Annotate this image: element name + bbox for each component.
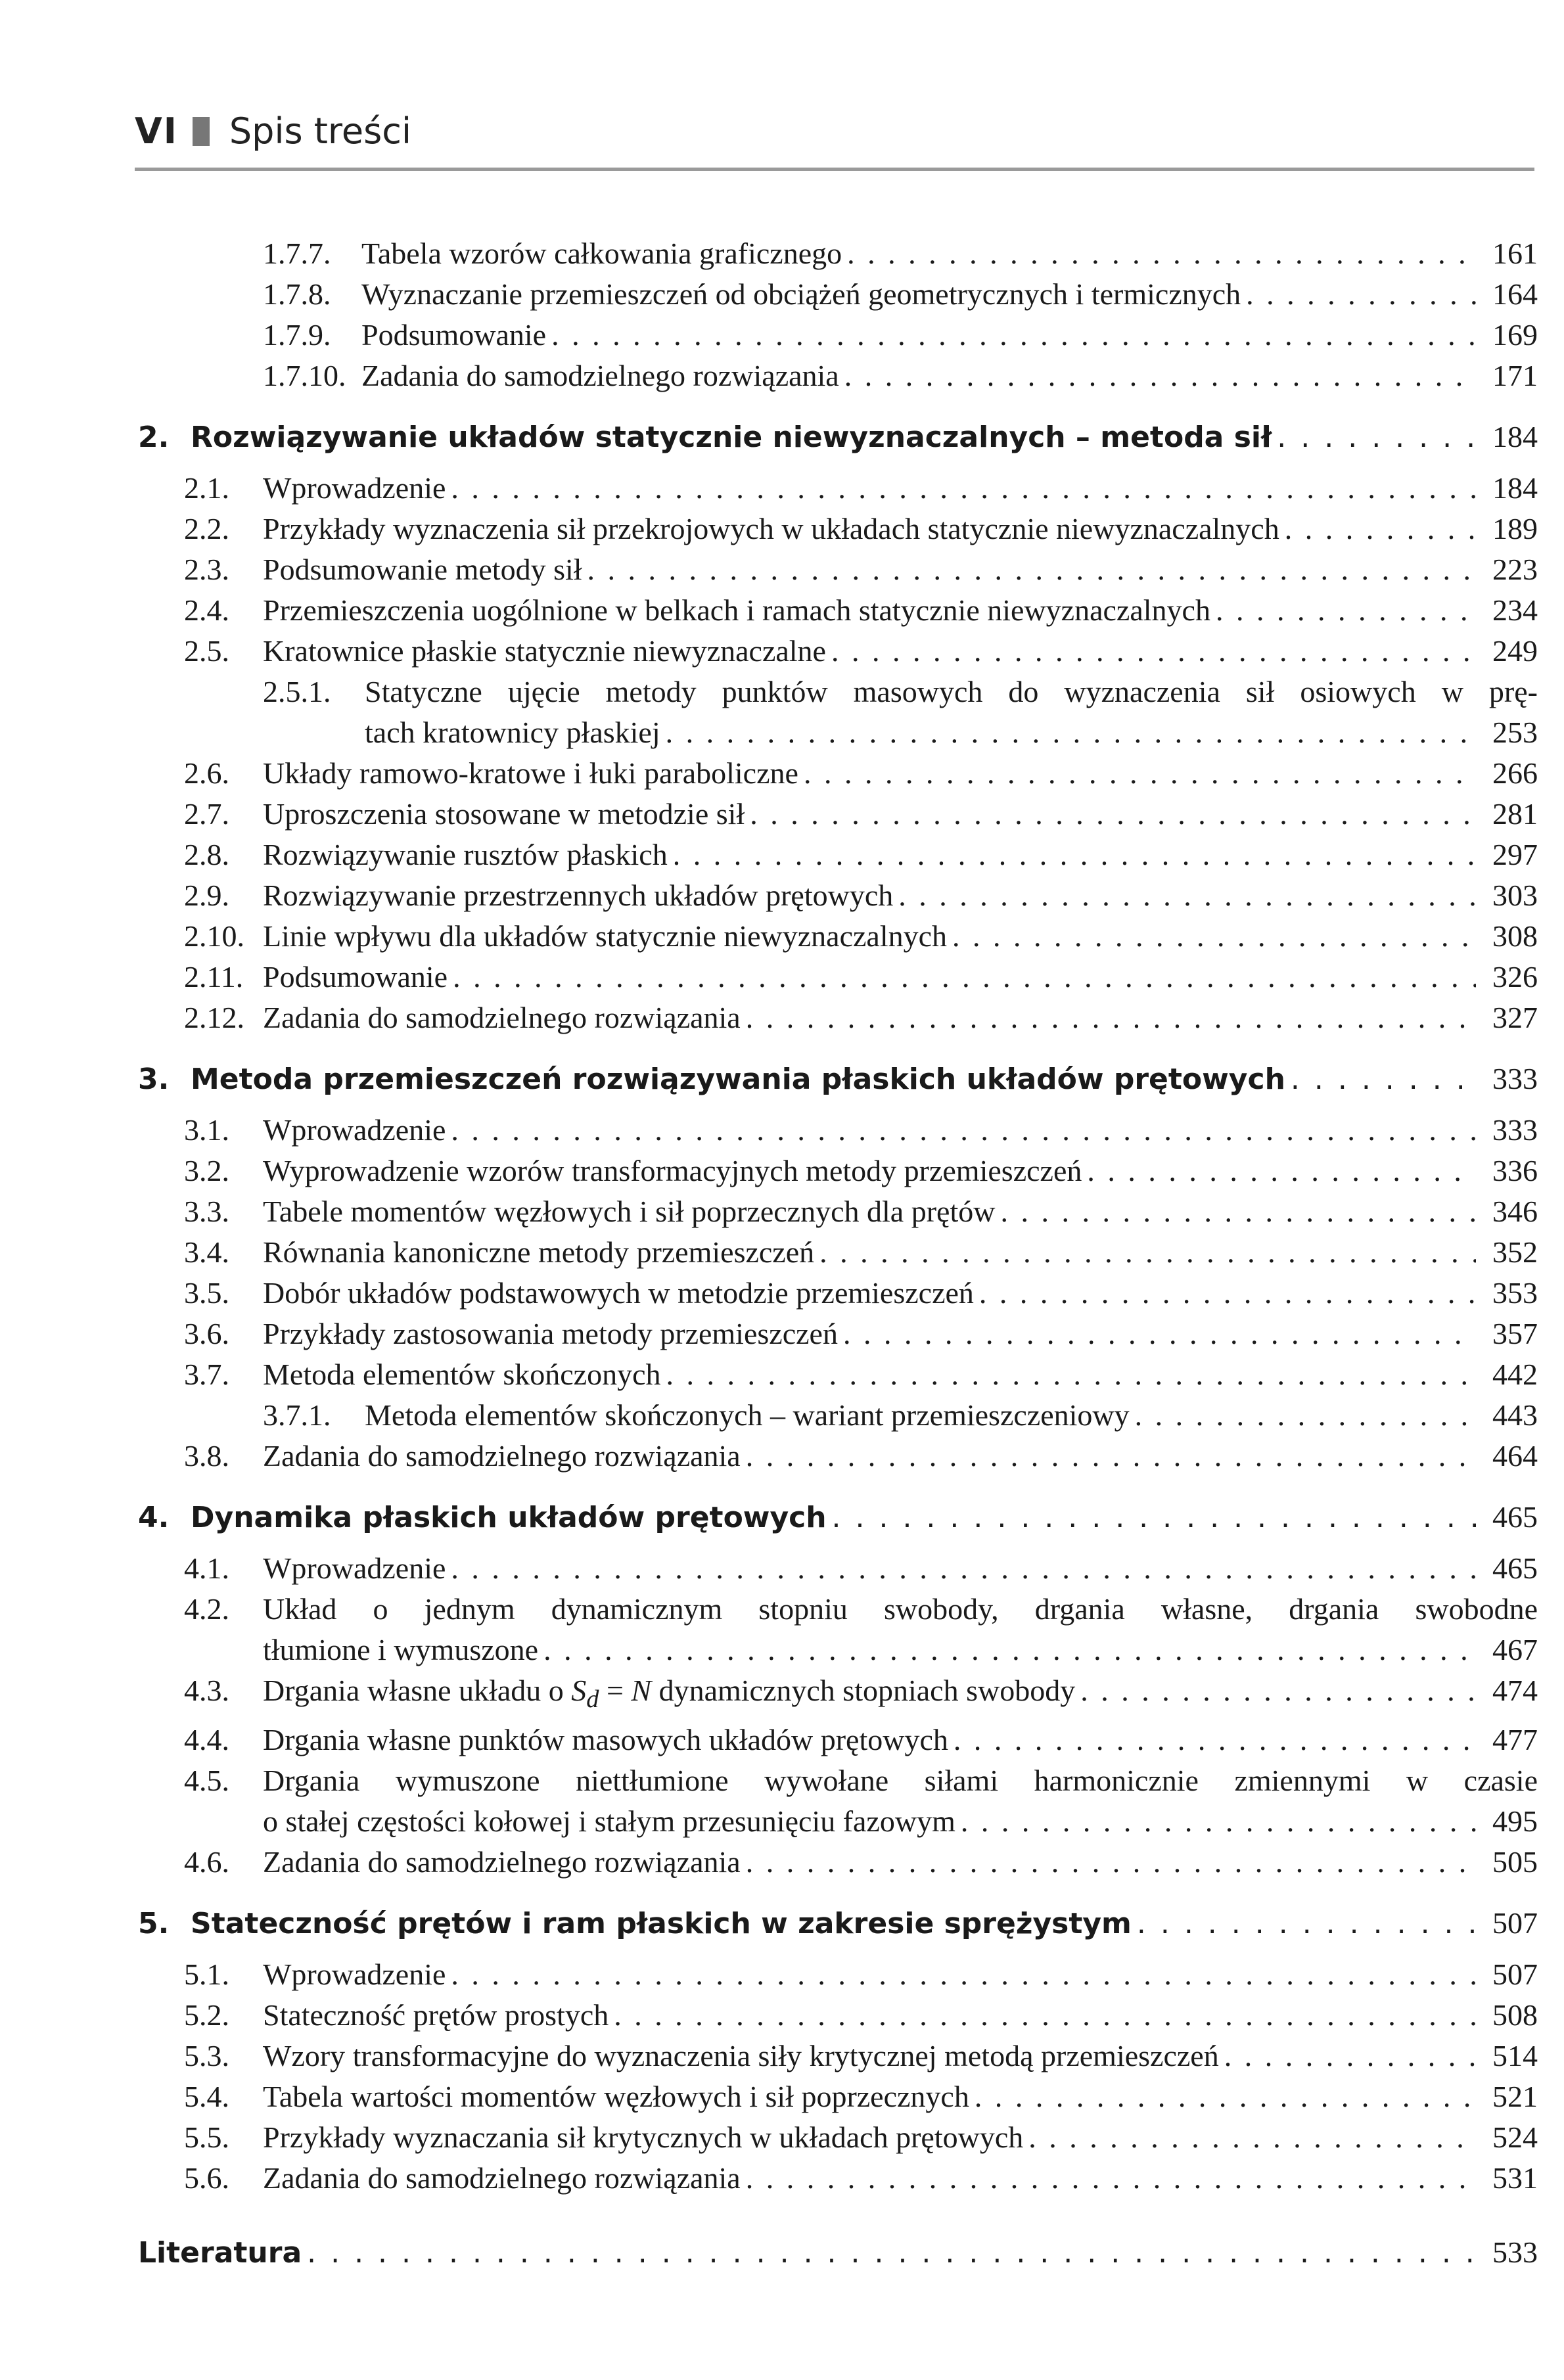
entry-page: 495 (1492, 1804, 1538, 1839)
entry-title: Przykłady wyznaczania sił krytycznych w układach prętowych (263, 2120, 1024, 2155)
entry-title-line2: o stałej częstości kołowej i stałym przesunięciu fazowym (263, 1804, 955, 1839)
toc-entry[interactable] (138, 274, 1538, 315)
dot-leader (666, 1354, 1476, 1395)
entry-number: 2.2. (184, 512, 229, 545)
entry-number: 2.1. (184, 471, 229, 505)
entry-page: 507 (1492, 1957, 1538, 1992)
entry-number: 1.7.10. (263, 359, 346, 392)
dot-leader (1277, 414, 1476, 461)
entry-title: Linie wpływu dla układów statycznie niewyznaczalnych (263, 919, 948, 953)
dot-leader (843, 1314, 1476, 1354)
literature-title: Literatura (138, 2236, 302, 2270)
dot-leader (666, 712, 1476, 753)
entry-page: 521 (1492, 2080, 1538, 2114)
entry-number: 5.3. (184, 2039, 229, 2073)
toc-entry[interactable] (138, 1954, 1538, 1995)
dot-leader (804, 753, 1476, 794)
entry-number: 1.7.9. (263, 318, 331, 352)
toc-entry[interactable] (138, 1548, 1538, 1589)
entry-page: 443 (1492, 1398, 1538, 1432)
dot-leader (1137, 1900, 1476, 1948)
chapter-2-heading[interactable] (138, 413, 1538, 461)
entry-page: 297 (1492, 838, 1538, 871)
entry-title: Dobór układów podstawowych w metodzie przemieszczeń (263, 1276, 974, 1310)
entry-number: 2.12. (184, 1001, 244, 1034)
entry-page: 223 (1492, 553, 1538, 586)
entry-page: 467 (1492, 1633, 1538, 1666)
dot-leader (451, 1548, 1476, 1589)
entry-title: Zadania do samodzielnego rozwiązania (263, 1001, 741, 1034)
dot-leader (954, 1720, 1476, 1760)
toc-entry[interactable] (138, 1995, 1538, 2036)
chapter-title: Stateczność prętów i ram płaskich w zakresie sprężystym (191, 1907, 1132, 1941)
toc-entry[interactable] (138, 1314, 1538, 1354)
entry-page: 531 (1492, 2161, 1538, 2195)
entry-number: 1.7.7. (263, 237, 331, 270)
entry-title: Układy ramowo-kratowe i łuki paraboliczne (263, 756, 798, 790)
literature-heading[interactable] (138, 2229, 1538, 2277)
toc-entry[interactable] (138, 835, 1538, 875)
toc-entry[interactable] (138, 590, 1538, 631)
entry-number: 3.4. (184, 1235, 229, 1269)
dot-leader (1291, 1056, 1476, 1103)
dot-leader (750, 794, 1476, 835)
entry-page: 464 (1492, 1439, 1538, 1473)
toc-entry[interactable] (138, 355, 1538, 396)
entry-page: 308 (1492, 919, 1538, 953)
toc-entry[interactable] (138, 2036, 1538, 2076)
dot-leader (746, 1436, 1476, 1476)
entry-page: 477 (1492, 1723, 1538, 1757)
entry-page: 281 (1492, 797, 1538, 831)
chapter-title: Dynamika płaskich układów prętowych (191, 1501, 827, 1534)
entry-page: 352 (1492, 1235, 1538, 1269)
toc-entry[interactable] (138, 549, 1538, 590)
entry-number: 2.9. (184, 879, 229, 912)
toc-entry[interactable] (138, 315, 1538, 355)
entry-number: 2.5. (184, 634, 229, 668)
entry-number: 3.6. (184, 1317, 229, 1350)
chapter-4-heading[interactable] (138, 1494, 1538, 1542)
entry-title: Zadania do samodzielnego rozwiązania (263, 1439, 741, 1473)
entry-page: 442 (1492, 1358, 1538, 1391)
dot-leader (451, 468, 1476, 509)
toc-entry-multiline[interactable] (138, 1589, 1538, 1670)
dot-leader (832, 1494, 1476, 1542)
entry-page: 346 (1492, 1195, 1538, 1228)
entry-title-line1: Statyczne ujęcie metody punktów masowych do wyznaczenia sił osiowych w prę- (365, 675, 1538, 708)
entry-number: 5.6. (184, 2161, 229, 2195)
entry-title: Zadania do samodzielnego rozwiązania (263, 2161, 741, 2195)
chapter-number: 5. (138, 1907, 170, 1941)
toc-entry[interactable] (138, 2076, 1538, 2117)
toc-entry[interactable] (138, 753, 1538, 794)
entry-title: Wyznaczanie przemieszczeń od obciążeń geometrycznych i termicznych (361, 277, 1241, 311)
chapter-number: 4. (138, 1501, 170, 1534)
entry-title: Wprowadzenie (263, 471, 446, 505)
dot-leader (844, 355, 1476, 396)
entry-number: 2.10. (184, 919, 244, 953)
toc-entry[interactable] (138, 997, 1538, 1038)
toc-entry-multiline[interactable] (138, 1760, 1538, 1842)
entry-title: Tabela wzorów całkowania graficznego (361, 237, 842, 270)
entry-title: Rozwiązywanie przestrzennych układów prętowych (263, 879, 894, 912)
chapter-title: Rozwiązywanie układów statycznie niewyznaczalnych – metoda sił (191, 421, 1272, 454)
entry-number: 2.7. (184, 797, 229, 831)
dot-leader (746, 997, 1476, 1038)
entry-title: Uproszczenia stosowane w metodzie sił (263, 797, 745, 831)
dot-leader (673, 835, 1476, 875)
chapter-number: 3. (138, 1063, 170, 1096)
entry-number: 4.1. (184, 1551, 229, 1585)
entry-title: Przemieszczenia uogólnione w belkach i ramach statycznie niewyznaczalnych (263, 593, 1210, 627)
entry-number: 2.5.1. (263, 675, 331, 708)
entry-number: 3.2. (184, 1154, 229, 1187)
chapter-title: Metoda przemieszczeń rozwiązywania płaskich układów prętowych (191, 1063, 1285, 1096)
toc-entry[interactable] (138, 1232, 1538, 1273)
entry-number: 2.8. (184, 838, 229, 871)
entry-title: Kratownice płaskie statycznie niewyznaczalne (263, 634, 826, 668)
entry-number: 2.11. (184, 960, 244, 994)
entry-number: 4.5. (184, 1764, 229, 1798)
entry-title: Tabela wartości momentów węzłowych i sił poprzecznych (263, 2080, 969, 2114)
toc-entry[interactable] (138, 916, 1538, 957)
toc-entry[interactable] (138, 1842, 1538, 1883)
entry-title: Podsumowanie (361, 318, 547, 352)
entry-page: 266 (1492, 756, 1538, 790)
header-square-marker (193, 117, 210, 146)
entry-number: 3.7. (184, 1358, 229, 1391)
entry-page: 164 (1492, 277, 1538, 311)
entry-number: 5.2. (184, 1998, 229, 2032)
toc-entry[interactable] (138, 1110, 1538, 1151)
dot-leader (831, 631, 1476, 672)
entry-page: 169 (1492, 318, 1538, 352)
toc-entry[interactable] (138, 1395, 1538, 1436)
entry-number: 4.2. (184, 1592, 229, 1626)
dot-leader (451, 1110, 1476, 1151)
chapter-page: 184 (1492, 420, 1538, 453)
dot-leader (961, 1801, 1476, 1842)
dot-leader (847, 233, 1476, 274)
chapter-page: 465 (1492, 1500, 1538, 1534)
dot-leader (746, 1842, 1476, 1883)
entry-number: 3.8. (184, 1439, 229, 1473)
dot-leader (587, 549, 1476, 590)
header-title: Spis treści (229, 110, 411, 152)
entry-number: 3.3. (184, 1195, 229, 1228)
toc-entry-multiline[interactable] (138, 672, 1538, 753)
entry-page: 508 (1492, 1998, 1538, 2032)
entry-title: Wprowadzenie (263, 1957, 446, 1992)
entry-number: 2.4. (184, 593, 229, 627)
dot-leader (1216, 590, 1476, 631)
entry-title: Przykłady zastosowania metody przemieszczeń (263, 1317, 838, 1350)
entry-title: Wprowadzenie (263, 1551, 446, 1585)
entry-title: Równania kanoniczne metody przemieszczeń (263, 1235, 815, 1269)
entry-page: 184 (1492, 471, 1538, 505)
entry-page: 234 (1492, 593, 1538, 627)
dot-leader (1285, 509, 1476, 549)
dot-leader (975, 2076, 1476, 2117)
entry-title: Tabele momentów węzłowych i sił poprzecznych dla prętów (263, 1195, 996, 1228)
toc-entry[interactable] (138, 468, 1538, 509)
toc-entry[interactable] (138, 509, 1538, 549)
header-rule (135, 168, 1534, 171)
entry-title: Podsumowanie (263, 960, 448, 994)
running-header (135, 110, 411, 152)
entry-number: 5.5. (184, 2120, 229, 2155)
entry-title: Wprowadzenie (263, 1113, 446, 1147)
dot-leader (307, 2230, 1476, 2277)
entry-page: 353 (1492, 1276, 1538, 1310)
entry-title: Rozwiązywanie rusztów płaskich (263, 838, 668, 871)
entry-title: Drgania własne układu o $S_d = N$ dynamicznych stopniach swobody (263, 1674, 1076, 1714)
entry-title-line1: Układ o jednym dynamicznym stopniu swobody, drgania własne, drgania swobodne (263, 1592, 1538, 1626)
dot-leader (543, 1630, 1476, 1670)
entry-title-line2: tach kratownicy płaskiej (365, 716, 660, 749)
entry-number: 5.4. (184, 2080, 229, 2114)
toc-entry[interactable] (138, 1720, 1538, 1760)
chapter-number: 2. (138, 421, 170, 454)
dot-leader (898, 875, 1476, 916)
toc-entry[interactable] (138, 1151, 1538, 1191)
entry-title: Wzory transformacyjne do wyznaczenia siły krytycznej metodą przemieszczeń (263, 2039, 1219, 2073)
entry-number: 4.3. (184, 1674, 229, 1707)
dot-leader (1135, 1395, 1476, 1436)
dot-leader (551, 315, 1476, 355)
entry-title: Przykłady wyznaczenia sił przekrojowych w układach statycznie niewyznaczalnych (263, 512, 1279, 545)
entry-page: 303 (1492, 879, 1538, 912)
entry-page: 253 (1492, 716, 1538, 749)
toc-entry[interactable] (138, 1354, 1538, 1395)
entry-number: 2.6. (184, 756, 229, 790)
entry-page: 249 (1492, 634, 1538, 668)
toc-entry[interactable] (138, 794, 1538, 835)
chapter-3-heading[interactable] (138, 1055, 1538, 1103)
toc-entry[interactable] (138, 1670, 1538, 1720)
entry-title: Wyprowadzenie wzorów transformacyjnych metody przemieszczeń (263, 1154, 1082, 1187)
toc-entry[interactable] (138, 875, 1538, 916)
dot-leader (952, 916, 1476, 957)
dot-leader (614, 1995, 1476, 2036)
chapter-page: 333 (1492, 1062, 1538, 1095)
entry-number: 3.7.1. (263, 1398, 331, 1432)
entry-page: 505 (1492, 1845, 1538, 1879)
dot-leader (1087, 1151, 1476, 1191)
entry-page: 524 (1492, 2120, 1538, 2155)
dot-leader (979, 1273, 1476, 1314)
toc-entry[interactable] (138, 957, 1538, 997)
toc-entry[interactable] (138, 631, 1538, 672)
entry-page: 357 (1492, 1317, 1538, 1350)
toc-entry[interactable] (138, 233, 1538, 274)
entry-page: 514 (1492, 2039, 1538, 2073)
dot-leader (1224, 2036, 1476, 2076)
chapter-5-heading[interactable] (138, 1900, 1538, 1948)
entry-number: 4.4. (184, 1723, 229, 1757)
dot-leader (453, 957, 1476, 997)
literature-page: 533 (1492, 2235, 1538, 2270)
entry-number: 3.5. (184, 1276, 229, 1310)
entry-number: 1.7.8. (263, 277, 331, 311)
dot-leader (819, 1232, 1476, 1273)
entry-title: Zadania do samodzielnego rozwiązania (263, 1845, 741, 1879)
dot-leader (1080, 1670, 1476, 1711)
entry-page: 189 (1492, 512, 1538, 545)
entry-title: Metoda elementów skończonych (263, 1358, 661, 1391)
entry-page: 326 (1492, 960, 1538, 994)
entry-number: 4.6. (184, 1845, 229, 1879)
entry-page: 327 (1492, 1001, 1538, 1034)
entry-title: Drgania własne punktów masowych układów prętowych (263, 1723, 948, 1757)
entry-number: 5.1. (184, 1957, 229, 1992)
header-page-number: VI (135, 110, 178, 152)
entry-page: 336 (1492, 1154, 1538, 1187)
dot-leader (1246, 274, 1476, 315)
toc-entry[interactable] (138, 2117, 1538, 2158)
toc-entry[interactable] (138, 2158, 1538, 2199)
entry-page: 465 (1492, 1551, 1538, 1585)
toc-entry[interactable] (138, 1191, 1538, 1232)
entry-number: 2.3. (184, 553, 229, 586)
table-of-contents (138, 233, 1538, 2277)
entry-number: 3.1. (184, 1113, 229, 1147)
toc-entry[interactable] (138, 1273, 1538, 1314)
dot-leader (451, 1954, 1476, 1995)
entry-title: Metoda elementów skończonych – wariant przemieszczeniowy (365, 1398, 1130, 1432)
entry-page: 474 (1492, 1674, 1538, 1707)
entry-title: Stateczność prętów prostych (263, 1998, 609, 2032)
dot-leader (746, 2158, 1476, 2199)
entry-page: 333 (1492, 1113, 1538, 1147)
entry-title: Zadania do samodzielnego rozwiązania (361, 359, 839, 392)
entry-title-line1: Drgania wymuszone niettłumione wywołane siłami harmonicznie zmiennymi w czasie (263, 1764, 1538, 1798)
entry-page: 161 (1492, 237, 1538, 270)
dot-leader (1028, 2117, 1476, 2158)
dot-leader (1000, 1191, 1476, 1232)
entry-title-line2: tłumione i wymuszone (263, 1633, 539, 1666)
entry-title: Podsumowanie metody sił (263, 553, 582, 586)
entry-page: 171 (1492, 359, 1538, 392)
chapter-page: 507 (1492, 1906, 1538, 1940)
toc-entry[interactable] (138, 1436, 1538, 1476)
